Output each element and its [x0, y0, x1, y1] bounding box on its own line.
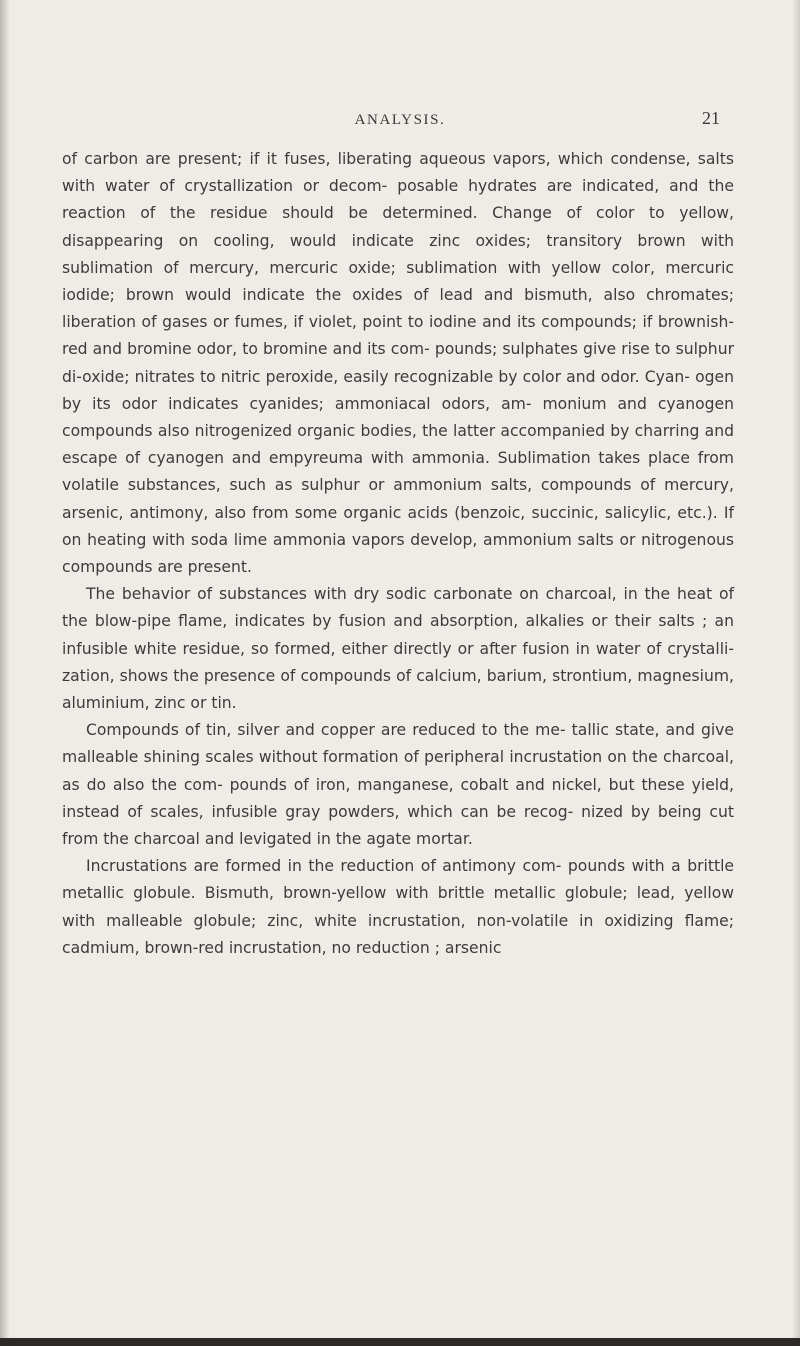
page-header [0, 108, 800, 134]
page-bottom-edge [0, 1338, 800, 1346]
paragraph-continued: of carbon are present; if it fuses, liberating aqueous vapors, which condense, salts with water of crystallization or decom- posable hydrates are indicated, and the reaction of the residue should be determined. Change of color to yellow, disappearing on cooling, would indicate zinc oxides; transitory brown with sublimation of mercury, mercuric oxide; sublimation with yellow color, mercuric iodide; brown would indicate the oxides of lead and bismuth, also chromates; liberation of gases or fumes, if violet, point to iodine and its compounds; if brownish-red and bromine odor, to bromine and its com- pounds; sulphates give rise to sulphur di-oxide; nitrates to nitric peroxide, easily recognizable by color and odor. Cyan- ogen by its odor indicates cyanides; ammoniacal odors, am- monium and cyanogen compounds also nitrogenized organic bodies, the latter accompanied by charring and escape of cyanogen and empyreuma with ammonia. Sublimation takes place from volatile substances, such as sulphur or ammonium salts, compounds of mercury, arsenic, antimony, also from some organic acids (benzoic, succinic, salicylic, etc.). If on heating with soda lime ammonia vapors develop, ammonium salts or nitrogenous compounds are present. [62, 150, 734, 577]
page-number: 21 [702, 108, 720, 128]
paragraph-incrustations: Incrustations are formed in the reduction of antimony com- pounds with a brittle metallic globule. Bismuth, brown-yellow with brittle metallic globule; lead, yellow with malleable globule; zinc, white incrustation, non-volatile in oxidizing flame; cadmium, brown-red incrustation, no reduction ; arsenic [62, 857, 734, 957]
running-title: ANALYSIS. [354, 112, 446, 128]
page-binding-edge [0, 0, 10, 1346]
paragraph-sodic-carbonate: The behavior of substances with dry sodic carbonate on charcoal, in the heat of the blow-pipe flame, indicates by fusion and absorption, alkalies or their salts ; an infusible white residue, so formed, either directly or after fusion in water of crystalli- zation, shows the presence of compounds of calcium, barium, strontium, magnesium, aluminium, zinc or tin. [62, 585, 734, 713]
paragraph-reduced-compounds: Compounds of tin, silver and copper are reduced to the me- tallic state, and give malleable shining scales without formation of peripheral incrustation on the charcoal, as do also the com- pounds of iron, manganese, cobalt and nickel, but these yield, instead of scales, infusible gray powders, which can be recog- nized by being cut from the charcoal and levigated in the agate mortar. [62, 721, 734, 849]
body-text [62, 146, 734, 962]
page-right-edge [792, 0, 800, 1346]
